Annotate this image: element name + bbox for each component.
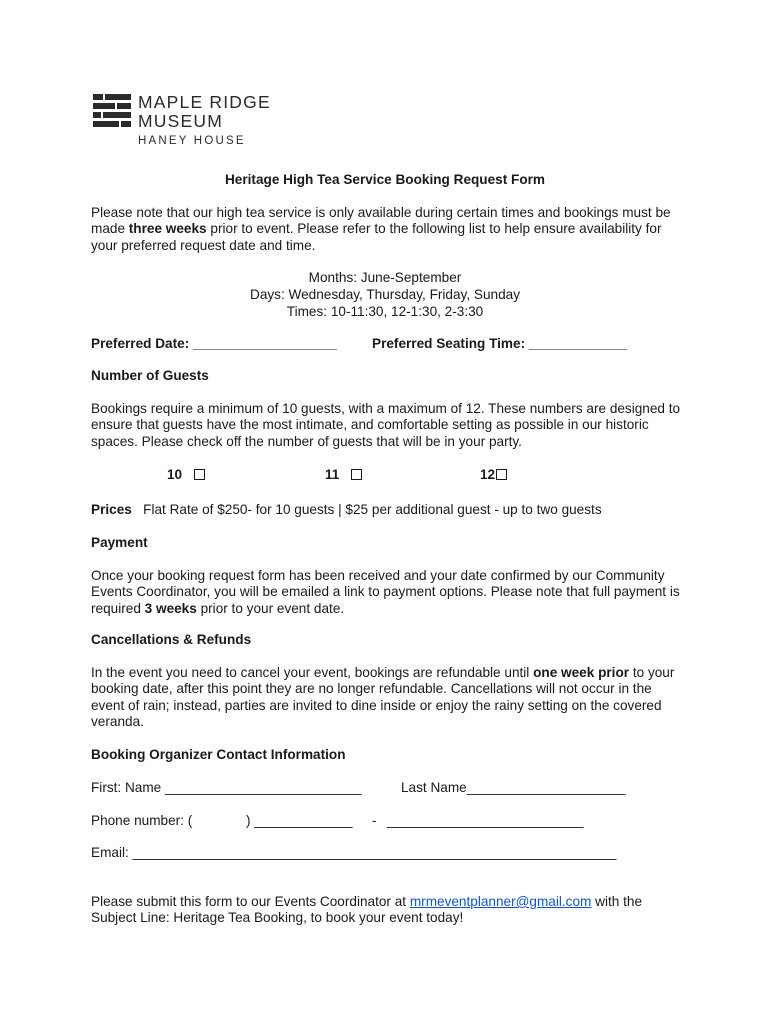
payment-bold: 3 weeks — [144, 600, 197, 616]
phone-line-field[interactable]: __________________________ — [387, 813, 584, 828]
schedule-times: Times: 10-11:30, 12-1:30, 2-3:30 — [286, 304, 484, 319]
payment-paragraph — [91, 568, 681, 617]
checkbox-icon[interactable] — [194, 469, 205, 480]
logo-name-line1: MAPLE RIDGE — [138, 92, 271, 112]
preferred-date-field[interactable]: Preferred Date: ___________________ — [91, 336, 337, 351]
first-name-field[interactable]: First: Name __________________________ — [91, 780, 362, 795]
email-link[interactable]: mrmeventplanner@gmail.com — [409, 894, 592, 909]
payment-heading: Payment — [91, 535, 148, 550]
guest-option-label: 10 — [167, 467, 183, 482]
email-field[interactable]: Email: ________________________________________________________________ — [91, 845, 617, 860]
submit-paragraph — [91, 894, 681, 927]
preferred-time-field[interactable]: Preferred Seating Time: _____________ — [372, 336, 628, 351]
guest-option-10[interactable] — [167, 467, 205, 482]
payment-text-2: prior to your event date. — [196, 600, 345, 616]
phone-area-field[interactable]: Phone number: ( — [91, 813, 193, 828]
contact-heading: Booking Organizer Contact Information — [91, 747, 346, 762]
cancellations-text-2: to your booking date, after this point they are no longer refundable. Cancellations will not occur in the event of rain; instead, parties are invited to dine inside or enjoy the rainy setting on the covered veranda. — [91, 665, 675, 729]
cancellations-text-1: In the event you need to cancel your event, bookings are refundable until — [91, 665, 534, 680]
submit-text-2: with the Subject Line: Heritage Tea Booking, to book your event today! — [91, 894, 642, 926]
checkbox-icon[interactable] — [351, 469, 362, 480]
payment-text-1: Once your booking request form has been received and your date confirmed by our Community Events Coordinator, you will be emailed a link to payment options. Please note that full payment is required — [91, 568, 680, 616]
prices-line — [91, 502, 602, 517]
guest-option-label: 11 — [325, 467, 340, 482]
cancellations-bold: one week prior — [533, 665, 630, 680]
schedule-block — [0, 269, 770, 320]
intro-bold: three weeks — [128, 221, 207, 237]
logo-subtitle: HANEY HOUSE — [138, 135, 246, 147]
logo-name-line2: MUSEUM — [138, 111, 223, 131]
cancellations-heading: Cancellations & Refunds — [91, 632, 252, 647]
intro-paragraph — [91, 205, 681, 254]
guests-paragraph: Bookings require a minimum of 10 guests, with a maximum of 12. These numbers are designed to ensure that guests have the most intimate, and comfortable setting as possible in our historic spaces. Please check off the number of guests that will be in your party. — [91, 401, 681, 449]
cancellations-paragraph — [91, 665, 681, 730]
guest-option-11[interactable] — [325, 467, 362, 482]
form-title: Heritage High Tea Service Booking Request Form — [224, 172, 546, 187]
phone-prefix-field[interactable]: ) _____________ — [246, 813, 353, 828]
guest-option-12[interactable] — [480, 467, 507, 482]
checkbox-icon[interactable] — [496, 469, 507, 480]
submit-text-1: Please submit this form to our Events Coordinator at — [91, 894, 410, 909]
schedule-days: Days: Wednesday, Thursday, Friday, Sunday — [250, 287, 520, 302]
intro-text-2: prior to event. Please refer to the following list to help ensure availability for your preferred request date and time. — [91, 221, 662, 253]
intro-text-1: Please note that our high tea service is only available during certain times and bookings must be made — [91, 205, 671, 237]
guests-heading: Number of Guests — [91, 368, 209, 383]
prices-text: Flat Rate of $250- for 10 guests | $25 per additional guest - up to two guests — [143, 502, 602, 517]
schedule-months: Months: June-September — [308, 270, 462, 285]
phone-dash: - — [372, 813, 377, 828]
last-name-field[interactable]: Last Name_____________________ — [401, 780, 626, 795]
logo-name — [138, 93, 271, 131]
brick-wall-icon — [93, 94, 131, 128]
guest-option-label: 12 — [480, 467, 496, 482]
prices-label: Prices — [91, 502, 132, 517]
museum-logo — [93, 94, 131, 128]
